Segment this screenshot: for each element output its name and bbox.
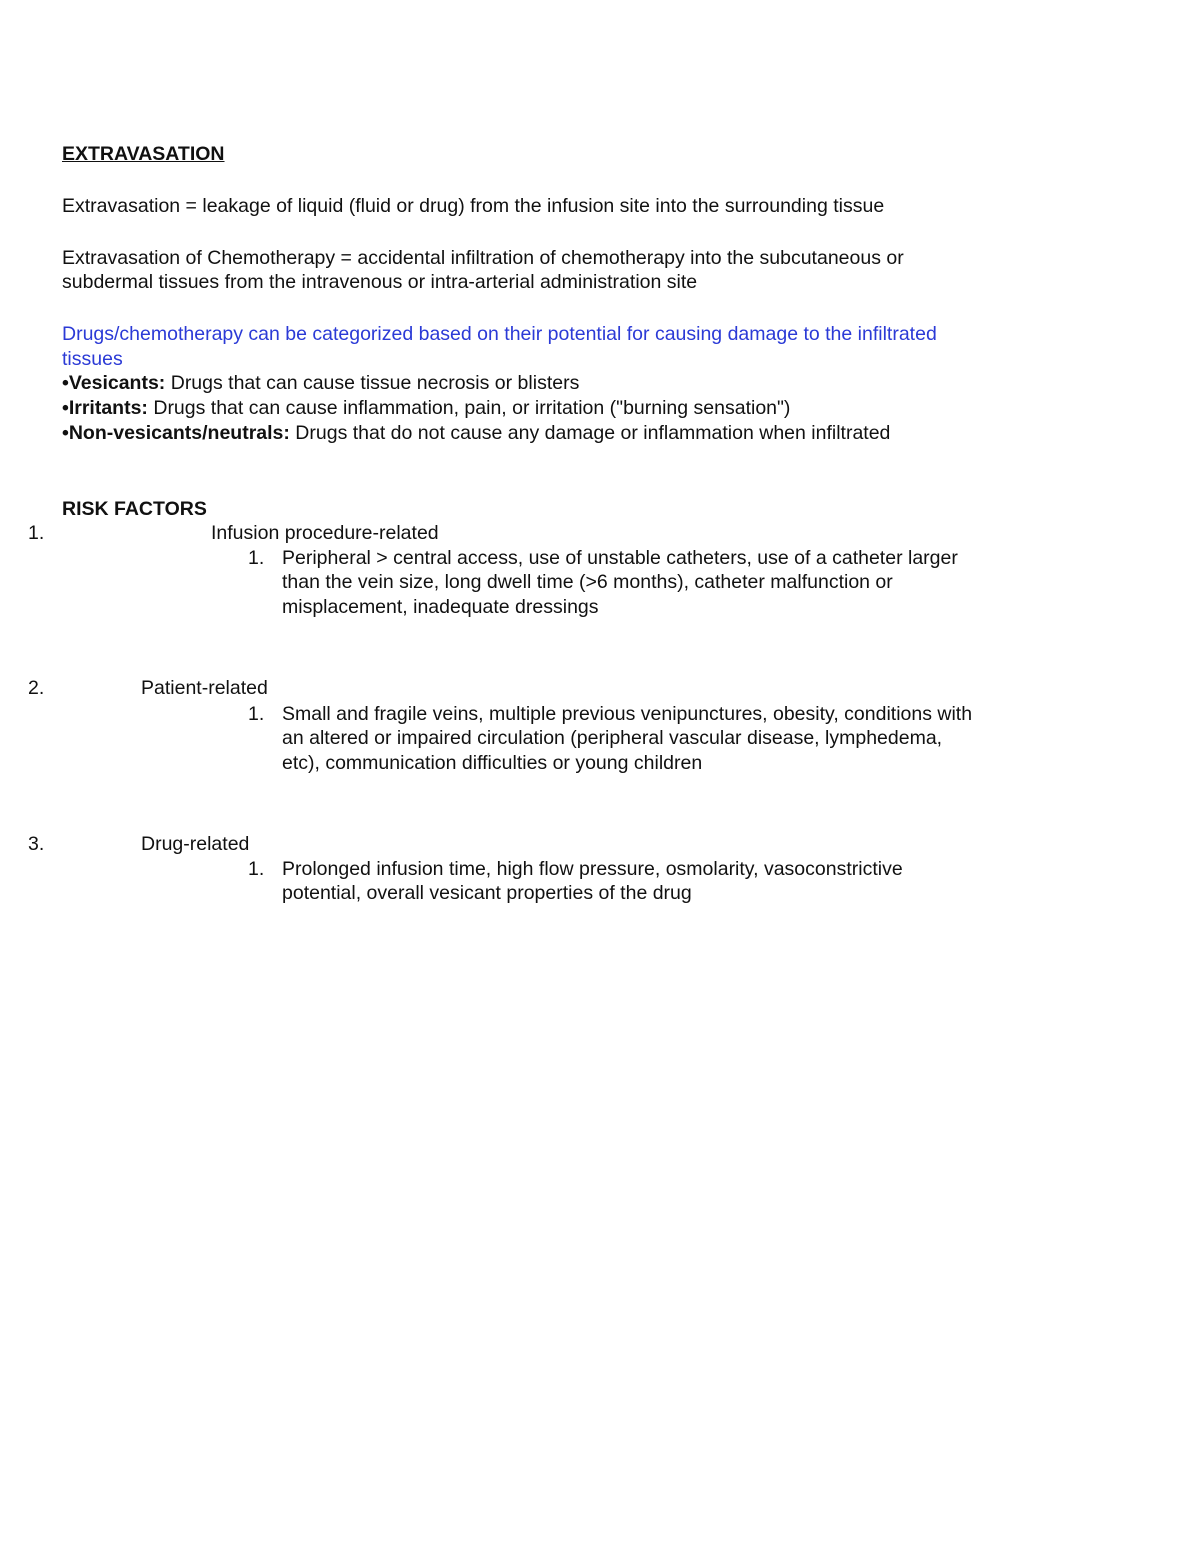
category-term: Non-vesicants/neutrals: (68, 422, 290, 444)
categorization-intro-line-2: tissues (62, 348, 123, 370)
risk-group-number: 2. (28, 677, 45, 699)
category-description: Drugs that do not cause any damage or inflammation when infiltrated (289, 422, 891, 444)
chemo-definition-line-1: Extravasation of Chemotherapy = accidental infiltration of chemotherapy into the subcutaneous or (62, 247, 904, 269)
risk-sub-line: misplacement, inadequate dressings (282, 596, 599, 618)
category-description: Drugs that can cause inflammation, pain, or irritation ("burning sensation") (147, 397, 791, 419)
bullet: • (62, 422, 69, 444)
risk-group-label: Infusion procedure-related (211, 522, 439, 544)
category-vesicants (62, 371, 579, 395)
category-non-vesicants (62, 421, 890, 445)
extravasation-definition: Extravasation = leakage of liquid (fluid or drug) from the infusion site into the surrounding tissue (62, 195, 885, 217)
category-term: Irritants: (68, 397, 148, 419)
bullet: • (62, 372, 69, 394)
risk-group-label: Drug-related (141, 833, 250, 855)
risk-sub-line: etc), communication difficulties or young children (282, 752, 703, 774)
risk-group-label: Patient-related (141, 677, 268, 699)
chemo-definition-line-2: subdermal tissues from the intravenous or intra-arterial administration site (62, 271, 698, 293)
risk-sub-line: than the vein size, long dwell time (>6 months), catheter malfunction or (282, 571, 893, 593)
category-description: Drugs that can cause tissue necrosis or blisters (165, 372, 580, 394)
risk-sub-number: 1. (248, 547, 265, 569)
risk-sub-line: Peripheral > central access, use of unstable catheters, use of a catheter larger (282, 547, 958, 569)
risk-group-number: 3. (28, 833, 45, 855)
risk-sub-line: an altered or impaired circulation (peripheral vascular disease, lymphedema, (282, 727, 943, 749)
risk-sub-line: potential, overall vesicant properties of the drug (282, 882, 692, 904)
bullet: • (62, 397, 69, 419)
document-title: EXTRAVASATION (62, 143, 225, 165)
risk-group-number: 1. (28, 522, 45, 544)
risk-sub-number: 1. (248, 858, 265, 880)
categorization-intro-line-1: Drugs/chemotherapy can be categorized based on their potential for causing damage to the infiltrated (62, 323, 937, 345)
risk-factors-heading: RISK FACTORS (62, 498, 207, 520)
category-term: Vesicants: (68, 372, 166, 394)
category-irritants (62, 396, 790, 420)
risk-sub-line: Prolonged infusion time, high flow pressure, osmolarity, vasoconstrictive (282, 858, 903, 880)
risk-sub-line: Small and fragile veins, multiple previous venipunctures, obesity, conditions with (282, 703, 973, 725)
risk-sub-number: 1. (248, 703, 265, 725)
